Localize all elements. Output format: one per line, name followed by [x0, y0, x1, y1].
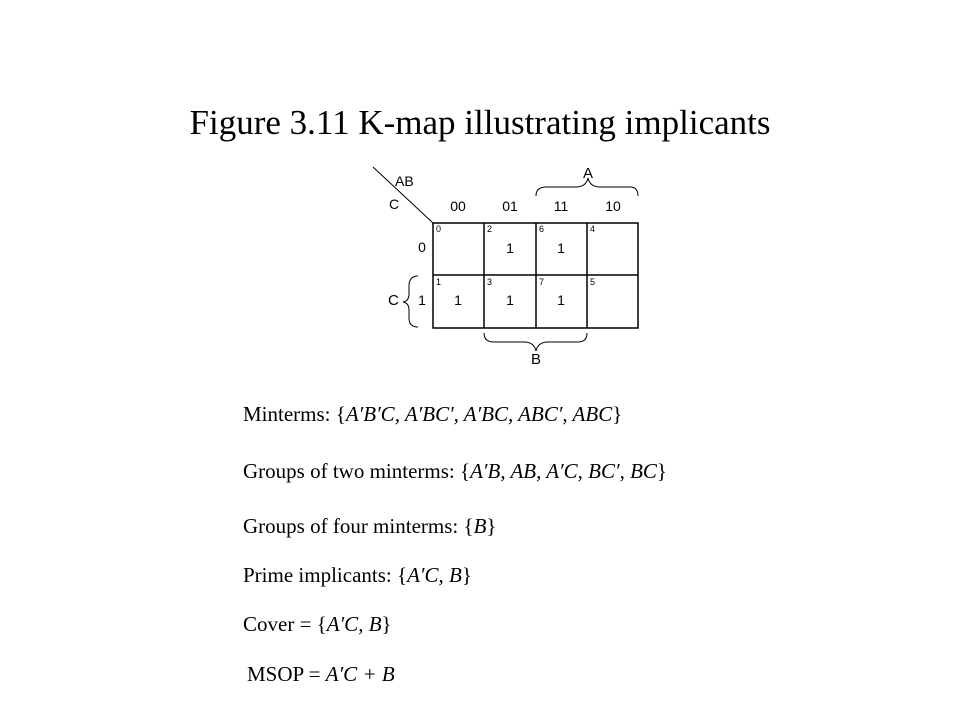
groups-of-two-line — [243, 459, 667, 484]
cell-index: 2 — [487, 224, 493, 234]
row-header-0: 0 — [418, 239, 426, 255]
cell-value: 1 — [557, 292, 565, 308]
cell-value: 1 — [557, 240, 565, 256]
cell-index: 4 — [590, 224, 596, 234]
kmap-grid — [433, 223, 638, 328]
msop-line — [247, 662, 395, 687]
col-header-01: 01 — [502, 198, 518, 214]
figure-title: Figure 3.11 K-map illustrating implicants — [189, 103, 771, 142]
line-label: Minterms: — [243, 402, 336, 426]
open-brace: { — [335, 402, 346, 426]
cell-value: 1 — [506, 240, 514, 256]
brace-top-label: A — [583, 165, 594, 182]
brace-left-label: C — [388, 292, 399, 309]
cover-line — [243, 612, 392, 637]
corner-col-var: AB — [395, 173, 414, 189]
line-set: A′C, B — [407, 563, 462, 587]
open-brace: { — [459, 459, 471, 483]
line-label: Groups of four minterms: — [243, 514, 464, 538]
cell-value: 1 — [506, 292, 514, 308]
cell-index: 3 — [487, 277, 493, 287]
open-brace: { — [463, 514, 474, 538]
col-header-11: 11 — [553, 198, 569, 214]
line-label: Cover = — [243, 612, 317, 636]
col-header-10: 10 — [605, 198, 621, 214]
cell-index: 0 — [436, 224, 442, 234]
minterms-line — [243, 402, 622, 427]
row-header-1: 1 — [418, 292, 426, 308]
brace-bottom-label: B — [531, 351, 542, 368]
cell-index: 6 — [539, 224, 545, 234]
close-brace: } — [486, 514, 497, 538]
close-brace: } — [381, 612, 392, 636]
close-brace: } — [656, 459, 668, 483]
line-set: A′B, AB, A′C, BC′, BC — [470, 459, 657, 483]
cell-index: 5 — [590, 277, 596, 287]
line-set: A′B′C, A′BC′, A′BC, ABC′, ABC — [345, 402, 613, 426]
line-set: B — [473, 514, 487, 538]
col-header-00: 00 — [450, 198, 466, 214]
close-brace: } — [612, 402, 623, 426]
line-label: MSOP = — [247, 662, 326, 686]
cell-index: 7 — [539, 277, 545, 287]
open-brace: { — [396, 563, 408, 587]
line-set: A′C + B — [325, 662, 395, 686]
brace-bottom-b — [484, 333, 587, 351]
corner-row-var: C — [389, 196, 400, 212]
cell-index: 1 — [436, 277, 442, 287]
groups-of-four-line — [243, 514, 497, 539]
brace-left-c — [403, 276, 418, 327]
open-brace: { — [316, 612, 327, 636]
prime-implicants-line — [243, 563, 472, 588]
line-set: A′C, B — [326, 612, 382, 636]
line-label: Prime implicants: — [243, 563, 397, 587]
close-brace: } — [461, 563, 472, 587]
line-label: Groups of two minterms: — [243, 459, 460, 483]
cell-value: 1 — [454, 292, 462, 308]
